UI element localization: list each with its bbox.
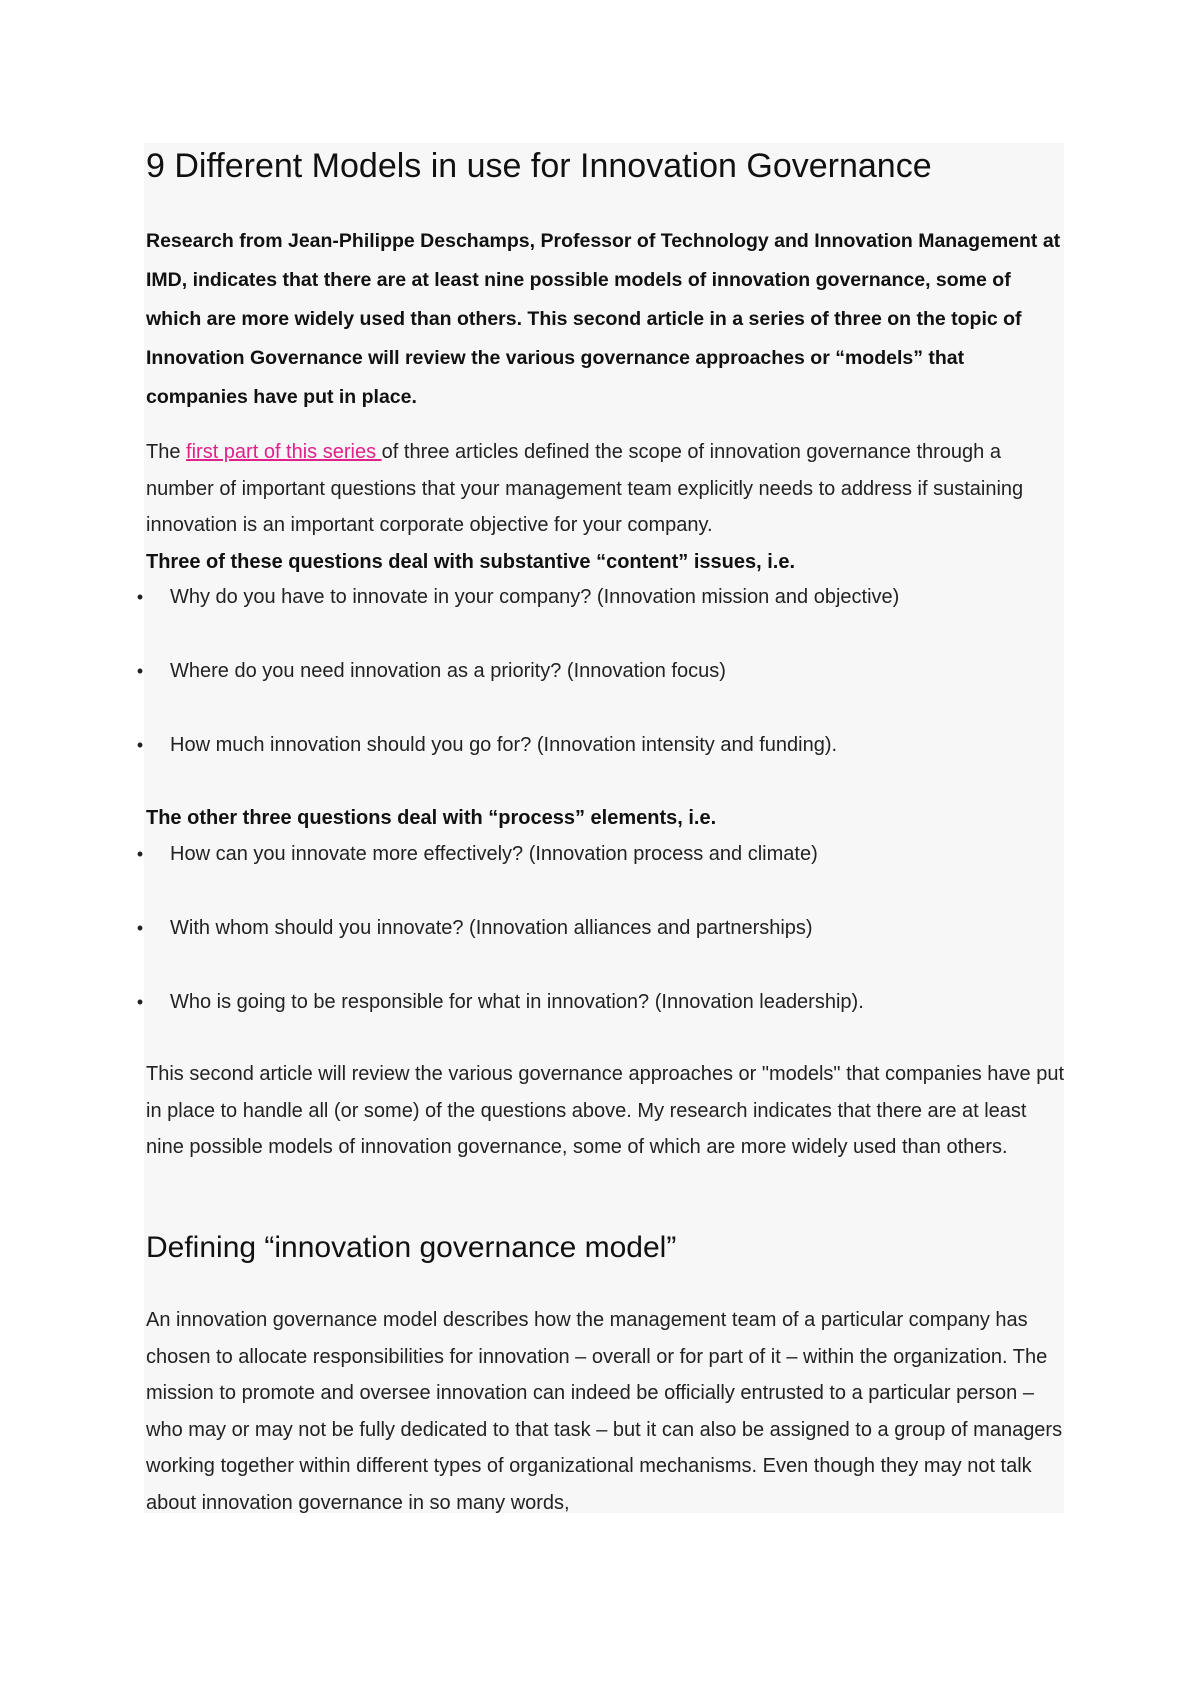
bullet-icon: • — [136, 587, 144, 607]
list-item-text: With whom should you innovate? (Innovation alliances and partnerships) — [170, 917, 813, 939]
list-item — [130, 730, 1060, 760]
paragraph-text: The — [146, 441, 187, 463]
list-item-text: Who is going to be responsible for what in innovation? (Innovation leadership). — [170, 991, 864, 1013]
content-questions-heading: Three of these questions deal with substantive “content” issues, i.e. — [146, 551, 796, 573]
bullet-icon: • — [136, 661, 144, 681]
article-intro: Research from Jean-Philippe Deschamps, Professor of Technology and Innovation Management at IMD, indicates that there are at least nine possible models of innovation governance, some of which are more widely used than others. This second article in a series of three on the topic of Innovation Governance will review the various governance approaches or “models” that companies have put in place. — [146, 230, 1061, 408]
paragraph-text: of three articles defined the scope of innovation governance through a number of important questions that your management team explicitly needs to address if sustaining innovation is an important corporate objective for your company. — [146, 441, 1024, 536]
paragraph-definition: An innovation governance model describes how the management team of a particular company has chosen to allocate responsibilities for innovation – overall or for part of it – within the organization. The mission to promote and oversee innovation can indeed be officially entrusted to a particular person – who may or may not be fully dedicated to that task – but it can also be assigned to a group of managers working together within different types of organizational mechanisms. Even though they may not talk about innovation governance in so many words, — [146, 1309, 1063, 1514]
list-item — [130, 656, 1060, 686]
list-item-text: Where do you need innovation as a priority? (Innovation focus) — [170, 660, 726, 682]
list-item-text: How can you innovate more effectively? (Innovation process and climate) — [170, 843, 818, 865]
list-item — [130, 987, 1060, 1017]
bullet-icon: • — [136, 992, 144, 1012]
paragraph-second-article: This second article will review the various governance approaches or "models" that companies have put in place to handle all (or some) of the questions above. My research indicates that there are at least nine possible models of innovation governance, some of which are more widely used than others. — [146, 1063, 1065, 1158]
bullet-icon: • — [136, 844, 144, 864]
list-item — [130, 839, 1060, 869]
paragraph-first-part — [146, 434, 1066, 544]
bullet-icon: • — [136, 918, 144, 938]
list-item — [130, 913, 1060, 943]
list-item-text: How much innovation should you go for? (Innovation intensity and funding). — [170, 734, 838, 756]
section-heading-defining-model: Defining “innovation governance model” — [146, 1231, 677, 1264]
first-part-series-link[interactable]: first part of this series — [186, 441, 382, 463]
process-questions-heading: The other three questions deal with “process” elements, i.e. — [146, 807, 717, 829]
list-item-text: Why do you have to innovate in your company? (Innovation mission and objective) — [170, 586, 900, 608]
bullet-icon: • — [136, 735, 144, 755]
article-title: 9 Different Models in use for Innovation Governance — [146, 147, 932, 185]
list-item — [130, 582, 1060, 612]
